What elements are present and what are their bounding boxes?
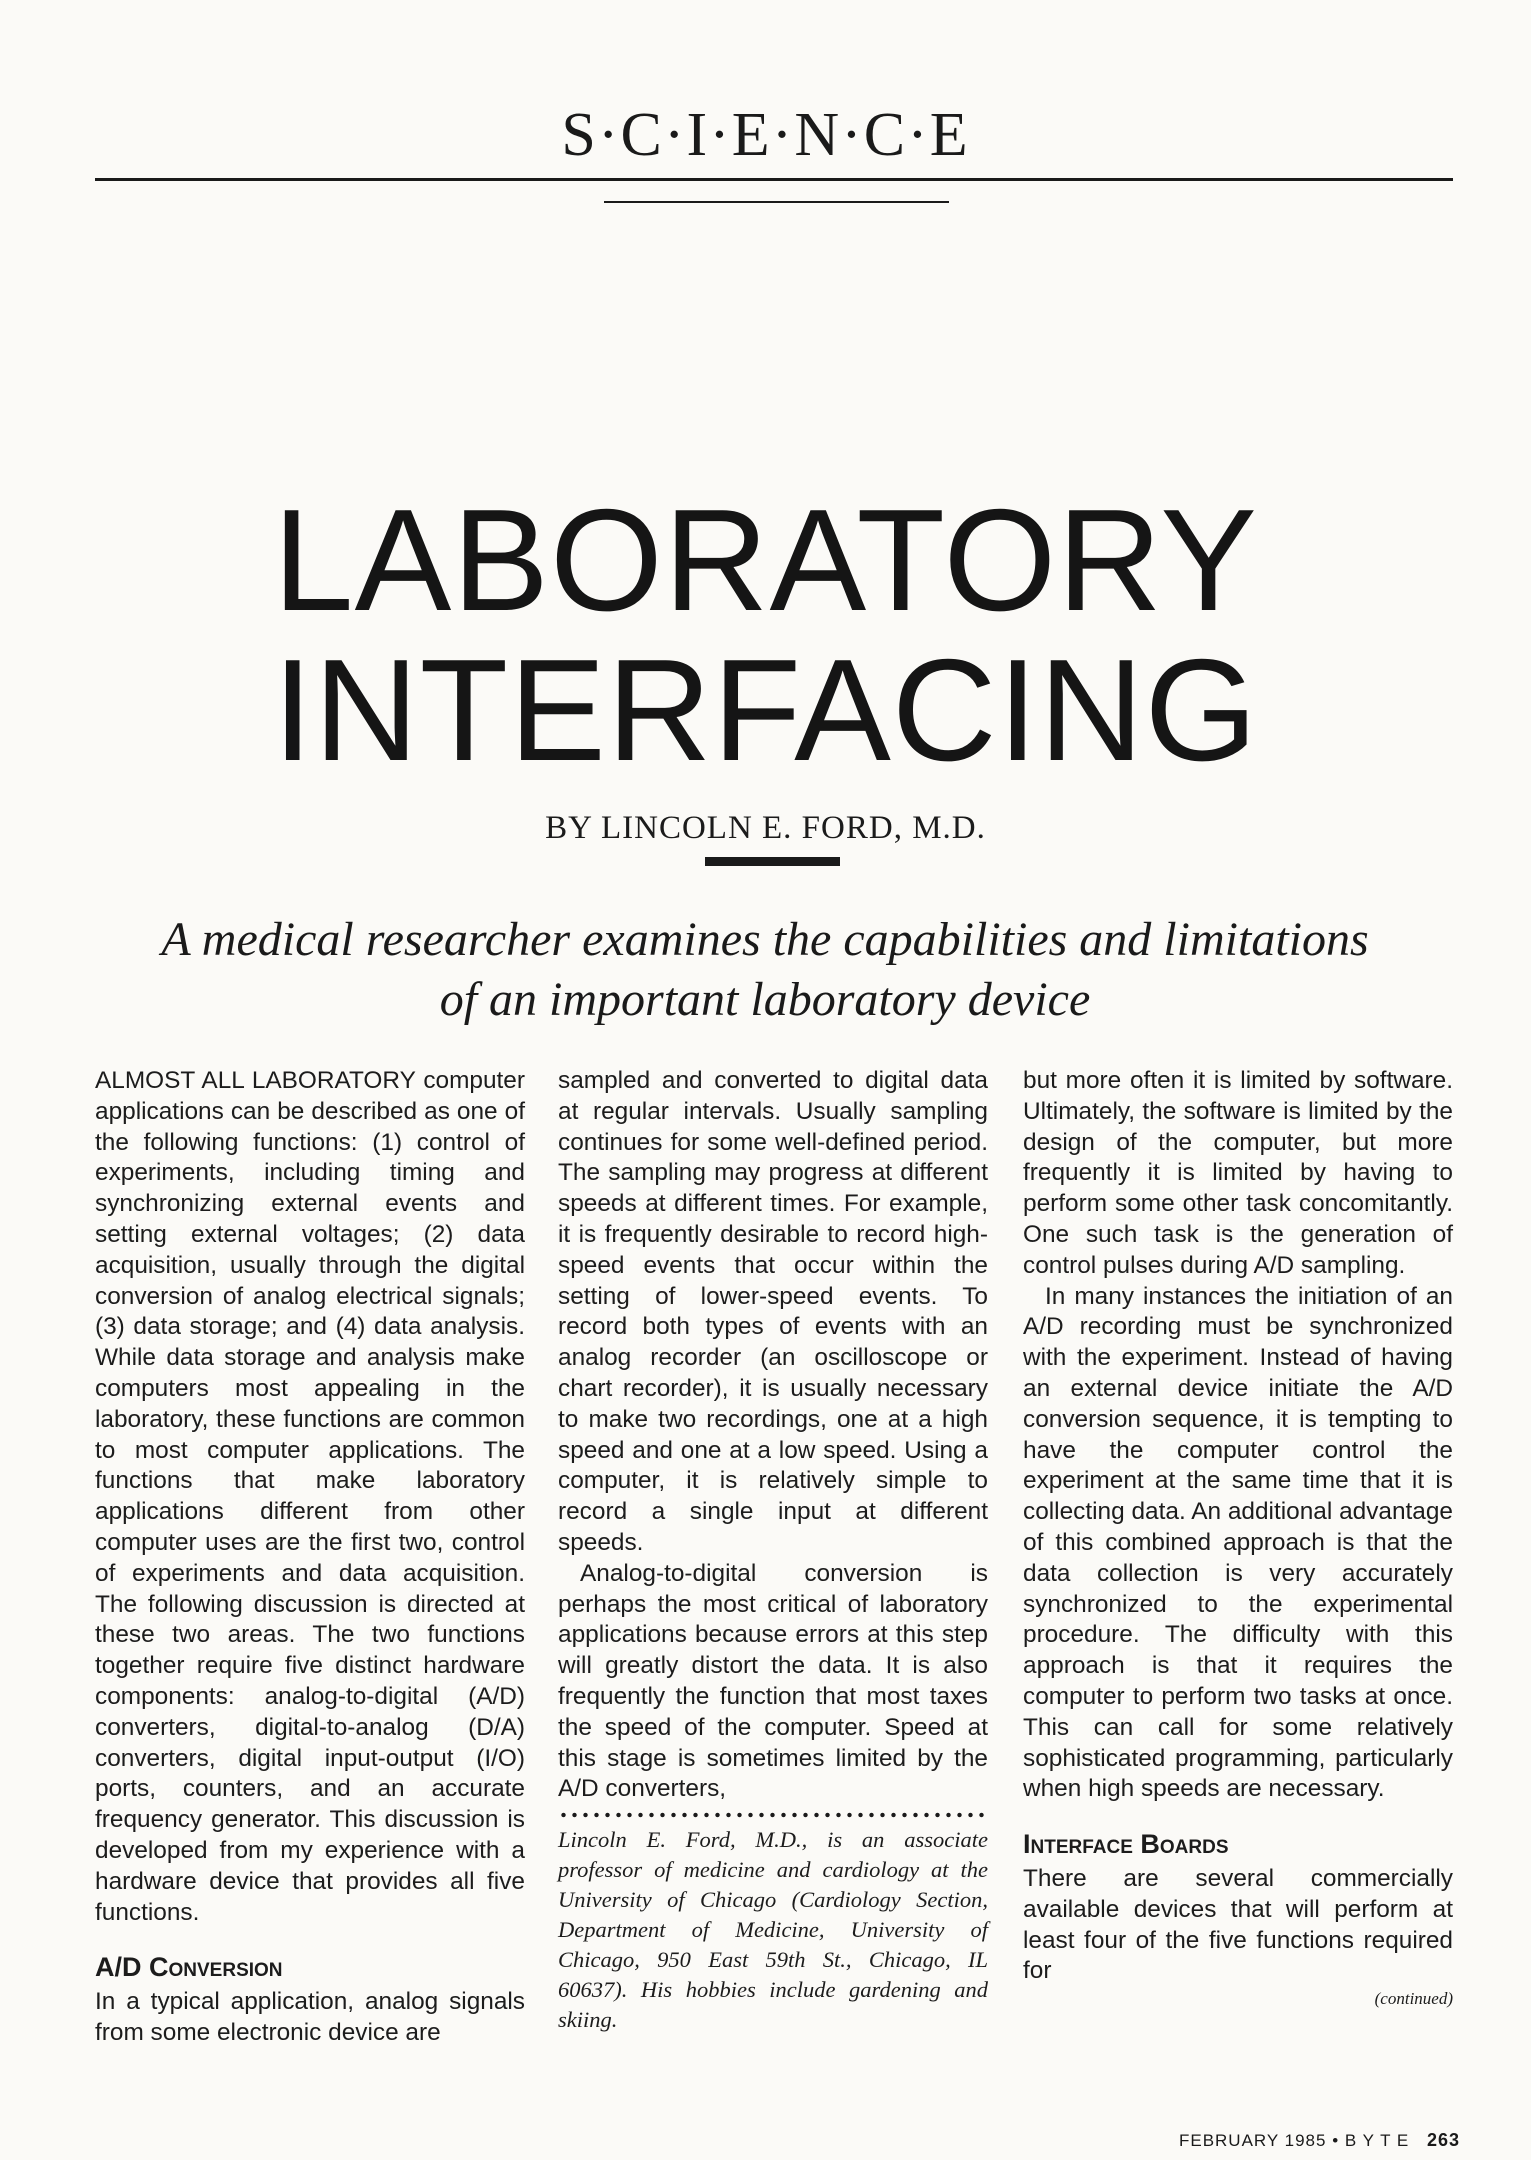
- continued-label: (continued): [1374, 1989, 1453, 2009]
- byline-bar: [705, 857, 840, 866]
- paragraph: In many instances the initiation of an A/D recording must be synchronized with the experiment. Instead of having an external device initiate the A/D conversion sequence, it is tempting to have the computer control the experiment at the same time that it is collecting data. An additional advantage of this combined approach is that the data collection is very accurately synchronized to the experimental procedure. The difficulty with this approach is that it requires the computer to perform two tasks at once. This can call for some relatively sophisticated programming, particularly when high speeds are necessary.: [1023, 1282, 1453, 1803]
- footer-issue: FEBRUARY 1985 • B Y T E: [1178, 2131, 1410, 2150]
- dotted-divider: [558, 1811, 988, 1819]
- column-3: [1023, 1066, 1453, 2011]
- column-1: [95, 1066, 525, 2049]
- page-number: 263: [1426, 2130, 1460, 2150]
- paragraph: Analog-to-digital conversion is perhaps the most critical of laboratory applications because errors at this step will greatly distort the data. It is also frequently the function that most taxes the speed of the computer. Speed at this stage is sometimes limited by the A/D converters,: [558, 1559, 988, 1803]
- header-rule: [95, 178, 1453, 181]
- deck-line-1: A medical researcher examines the capabilities and limitations: [161, 913, 1369, 966]
- subheading-ad-conversion: A/D Conversion: [95, 1952, 283, 1983]
- byline: BY LINCOLN E. FORD, M.D.: [545, 810, 986, 846]
- paragraph: ALMOST ALL LABORATORY computer applications can be described as one of the following functions: (1) control of experiments, including timing and synchronizing external events and setting external voltages; (2) data acquisition, usually through the digital conversion of analog electrical signals; (3) data storage; and (4) data analysis. While data storage and analysis make computers most appealing in the laboratory, these functions are common to most computer applications. The functions that make laboratory applications different from other computer uses are the first two, control of experiments and data acquisition. The following discussion is directed at these two areas. The two functions together require five distinct hardware components: analog-to-digital (A/D) converters, digital-to-analog (D/A) converters, digital input-output (I/O) ports, counters, and an accurate frequency generator. This discussion is developed from my experience with a hardware device that provides all five functions.: [95, 1067, 525, 1926]
- title-line-1: LABORATORY: [272, 479, 1259, 641]
- title-line-2: INTERFACING: [272, 629, 1259, 791]
- paragraph: In a typical application, analog signals from some electronic device are: [95, 1988, 525, 2046]
- paragraph: There are several commercially available devices that will perform at least four of the five functions required for: [1023, 1864, 1453, 1985]
- column-2: [558, 1066, 988, 2035]
- deck: [120, 910, 1410, 1030]
- header-short-rule: [604, 201, 949, 203]
- subheading-interface-boards: Interface Boards: [1023, 1829, 1229, 1860]
- paragraph: sampled and converted to digital data at regular intervals. Usually sampling continues for some well-defined period. The sampling may progress at different speeds at different times. For example, it is frequently desirable to record high-speed events that occur within the setting of lower-speed events. To record both types of events with an analog recorder (an oscilloscope or chart recorder), it is usually necessary to make two recordings, one at a high speed and one at a low speed. Using a computer, it is relatively simple to record a single input at different speeds.: [558, 1067, 988, 1556]
- section-header: S·C·I·E·N·C·E: [561, 101, 970, 169]
- paragraph: but more often it is limited by software. Ultimately, the software is limited by the design of the computer, but more frequently it is limited by having to perform some other task concomitantly. One such task is the generation of control pulses during A/D sampling.: [1023, 1067, 1453, 1279]
- author-bio: Lincoln E. Ford, M.D., is an associate professor of medicine and cardiology at the University of Chicago (Cardiology Section, Department of Medicine, University of Chicago, 950 East 59th St., Chicago, IL 60637). His hobbies include gardening and skiing.: [558, 1827, 988, 2033]
- deck-line-2: of an important laboratory device: [439, 973, 1091, 1026]
- page-footer: [1160, 2130, 1460, 2151]
- article-title: [0, 479, 1531, 791]
